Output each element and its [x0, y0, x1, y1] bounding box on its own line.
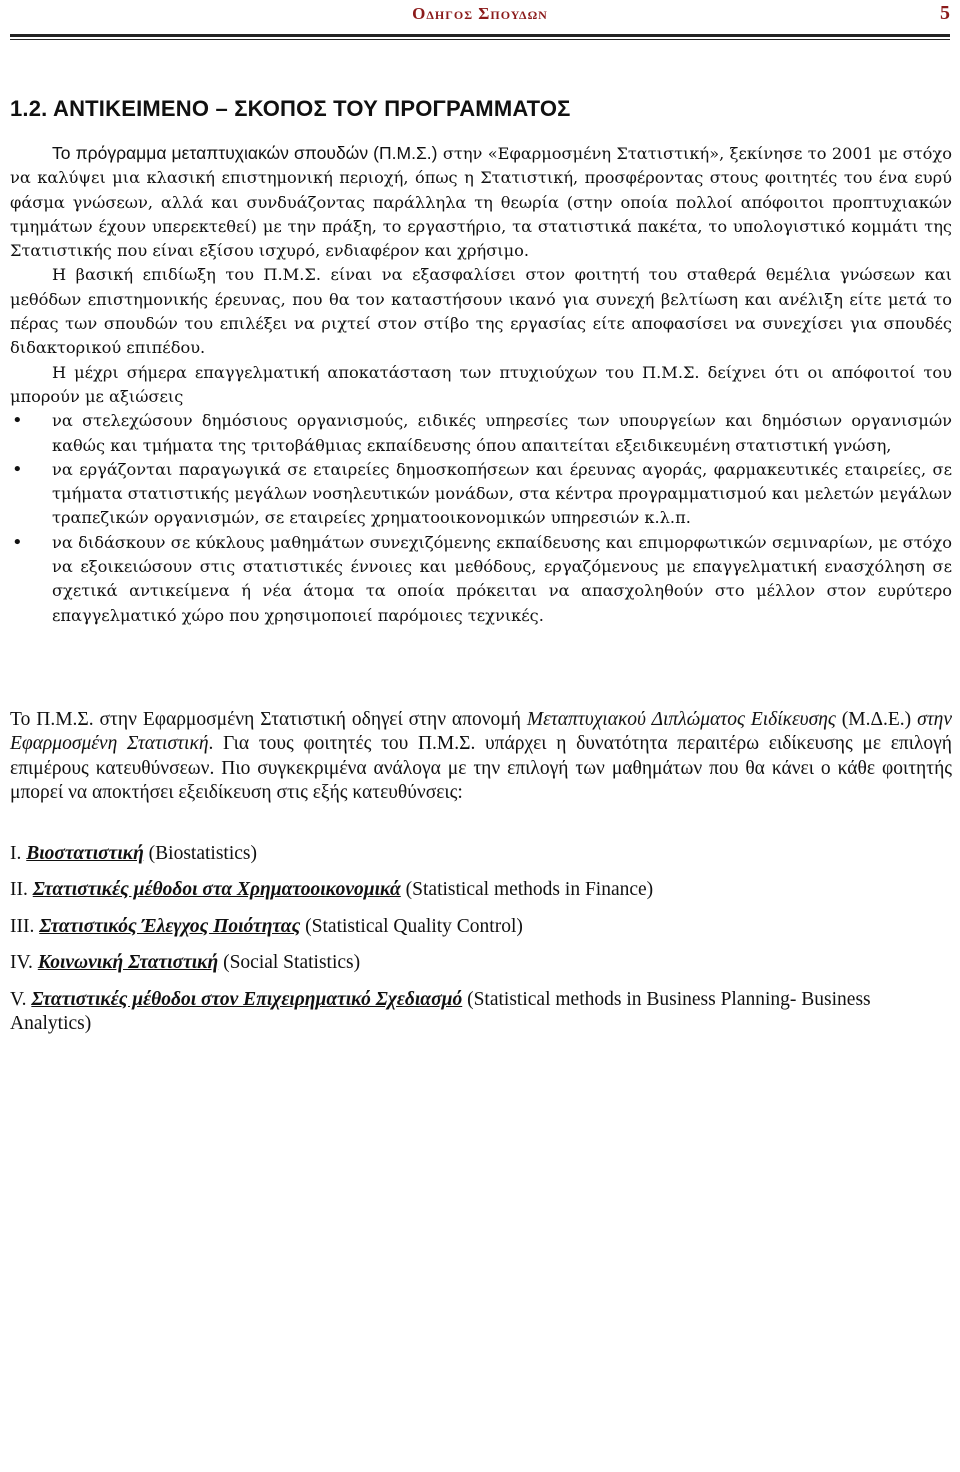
- specialization-item: [10, 842, 952, 866]
- header-rule: [10, 34, 950, 40]
- specialization-numeral: III.: [10, 915, 40, 937]
- specialization-item: [10, 915, 952, 939]
- specialization-english: (Statistical methods in Finance): [400, 879, 654, 901]
- degree-text-3: . Για τους φοιτητές του Π.Μ.Σ. υπάρχει η δυνατότητα περαιτέρω ειδίκευσης με επιλογή επιμέρους κατευθύνσεων. Πιο συγκεκριμένα ανάλογα με την επιλογή των μαθημάτων που θα κάνει ο κάθε φοιτητής μπορεί να αποκτήσει εξειδίκευση στις εξής κατευθύνσεις:: [10, 733, 952, 804]
- specialization-title: Στατιστικός Έλεγχος Ποιότητας: [39, 915, 301, 937]
- running-title: Οδηγος Σπουδων: [412, 4, 548, 23]
- specialization-numeral: IV.: [10, 952, 38, 974]
- career-bullet-list: [10, 409, 952, 628]
- list-item-text: να στελεχώσουν δημόσιους οργανισμούς, ειδικές υπηρεσίες των υπουργείων και δημόσιων οργανισμών καθώς και τμήματα της τριτοβάθμιας εκπαίδευσης όπου απαιτείται εξειδικευμένη στατιστική γνώση,: [52, 411, 952, 455]
- specialization-title: Κοινωνική Στατιστική: [37, 952, 219, 974]
- specialization-english: (Statistical Quality Control): [300, 915, 523, 937]
- section-heading: 1.2. ΑΝΤΙΚΕΙΜΕΝΟ – ΣΚΟΠΟΣ ΤΟΥ ΠΡΟΓΡΑΜΜΑΤΟΣ: [10, 96, 571, 121]
- specialization-english: (Biostatistics): [143, 843, 257, 864]
- specialization-title: Στατιστικές μέθοδοι στα Χρηματοοικονομικά: [32, 879, 401, 901]
- specialization-item: [10, 988, 952, 1037]
- intro-section: [10, 141, 952, 628]
- specialization-item: [10, 878, 952, 902]
- intro-paragraph-1-lead: Το πρόγραμμα μεταπτυχιακών σπουδών (Π.Μ.Σ.): [52, 143, 438, 163]
- bullet-icon: •: [12, 531, 23, 553]
- specialization-numeral: II.: [10, 879, 33, 901]
- specialization-english: (Statistical methods in Business Planning- Business Analytics): [10, 988, 871, 1035]
- degree-text-2: (Μ.Δ.Ε.): [835, 709, 918, 730]
- specialization-item: [10, 951, 952, 975]
- list-item-text: να διδάσκουν σε κύκλους μαθημάτων συνεχιζόμενης εκπαίδευσης και επιμορφωτικών σεμιναρίων, με στόχο να εξοικειώσουν στις στατιστικές έννοιες και μεθόδους, εργαζόμενους με επαγγελματική ενασχόληση σε σχετικά αντικείμενα ή νέα άτομα τα οποία πρόκειται να απασχοληθούν στο μέλλον στον ευρύτερο επαγγελματικό χώρο που χρησιμοποιεί παρόμοιες τεχνικές.: [52, 532, 952, 625]
- degree-paragraph: [10, 708, 952, 806]
- degree-text: [10, 708, 952, 806]
- bullet-icon: •: [12, 458, 23, 480]
- list-item-text: να εργάζονται παραγωγικά σε εταιρείες δημοσκοπήσεων και έρευνας αγοράς, φαρμακευτικές εταιρείες, σε τμήματα στατιστικής μεγάλων νοσηλευτικών μονάδων, στα κέντρα προγραμματισμού και μελετών μεγάλων τραπεζικών οργανισμών, σε εταιρείες χρηματοοικονομικών υπηρεσιών κ.λ.π.: [52, 459, 952, 528]
- list-item: [10, 458, 952, 531]
- page-number: 5: [940, 2, 950, 24]
- specialization-list: [10, 842, 952, 1048]
- intro-paragraph-1-body: στην «Εφαρμοσμένη Στατιστική», ξεκίνησε το 2001 με στόχο να καλύψει μια κλασική επιστημονική περιοχή, όπως η Στατιστική, προσφέροντας στους φοιτητές του ένα ευρύ φάσμα γνώσεων, αλλά και συνδυάζοντας παράλληλα τη θεωρία (στην οποία πολλοί απόφοιτοι προπτυχιακών τμημάτων έχουν υπερεκτεθεί) με την πράξη, το εργαστήριο, τα στατιστικά πακέτα, το υπολογιστικό κομμάτι της Στατιστικής που είναι εξίσου ισχυρό, ενδιαφέρον και χρήσιμο.: [10, 144, 952, 261]
- list-item: [10, 409, 952, 458]
- degree-field-italic: στην Εφαρμοσμένη Στατιστική: [10, 709, 953, 755]
- specialization-title: Βιοστατιστική: [26, 843, 144, 864]
- specialization-english: (Social Statistics): [218, 952, 361, 974]
- running-header: [0, 0, 960, 40]
- intro-paragraph-2: Η βασική επιδίωξη του Π.Μ.Σ. είναι να εξασφαλίσει στον φοιτητή του σταθερά θεμέλια γνώσεων και μεθόδων επιστημονικής έρευνας, που θα τον καταστήσουν ικανό για συνεχή βελτίωση και ανέλιξη είτε μετά το πέρας των σπουδών του επιλέξει να ριχτεί στον στίβο της εργασίας είτε αποφασίσει να συνεχίσει για σπουδές διδακτορικού επιπέδου.: [10, 265, 952, 358]
- degree-title-italic: Μεταπτυχιακού Διπλώματος Ειδίκευσης: [526, 709, 836, 730]
- degree-text-1: Το Π.Μ.Σ. στην Εφαρμοσμένη Στατιστική οδηγεί στην απονομή: [10, 709, 527, 730]
- intro-paragraph-3: Η μέχρι σήμερα επαγγελματική αποκατάσταση των πτυχιούχων του Π.Μ.Σ. δείχνει ότι οι απόφοιτοί του μπορούν με αξιώσεις: [10, 362, 952, 406]
- specialization-numeral: I.: [10, 843, 27, 864]
- intro-paragraph-1: [10, 141, 952, 263]
- specialization-numeral: V.: [10, 988, 32, 1010]
- specialization-title: Στατιστικές μέθοδοι στον Επιχειρηματικό Σχεδιασμό: [31, 988, 463, 1010]
- list-item: [10, 531, 952, 628]
- bullet-icon: •: [12, 410, 23, 432]
